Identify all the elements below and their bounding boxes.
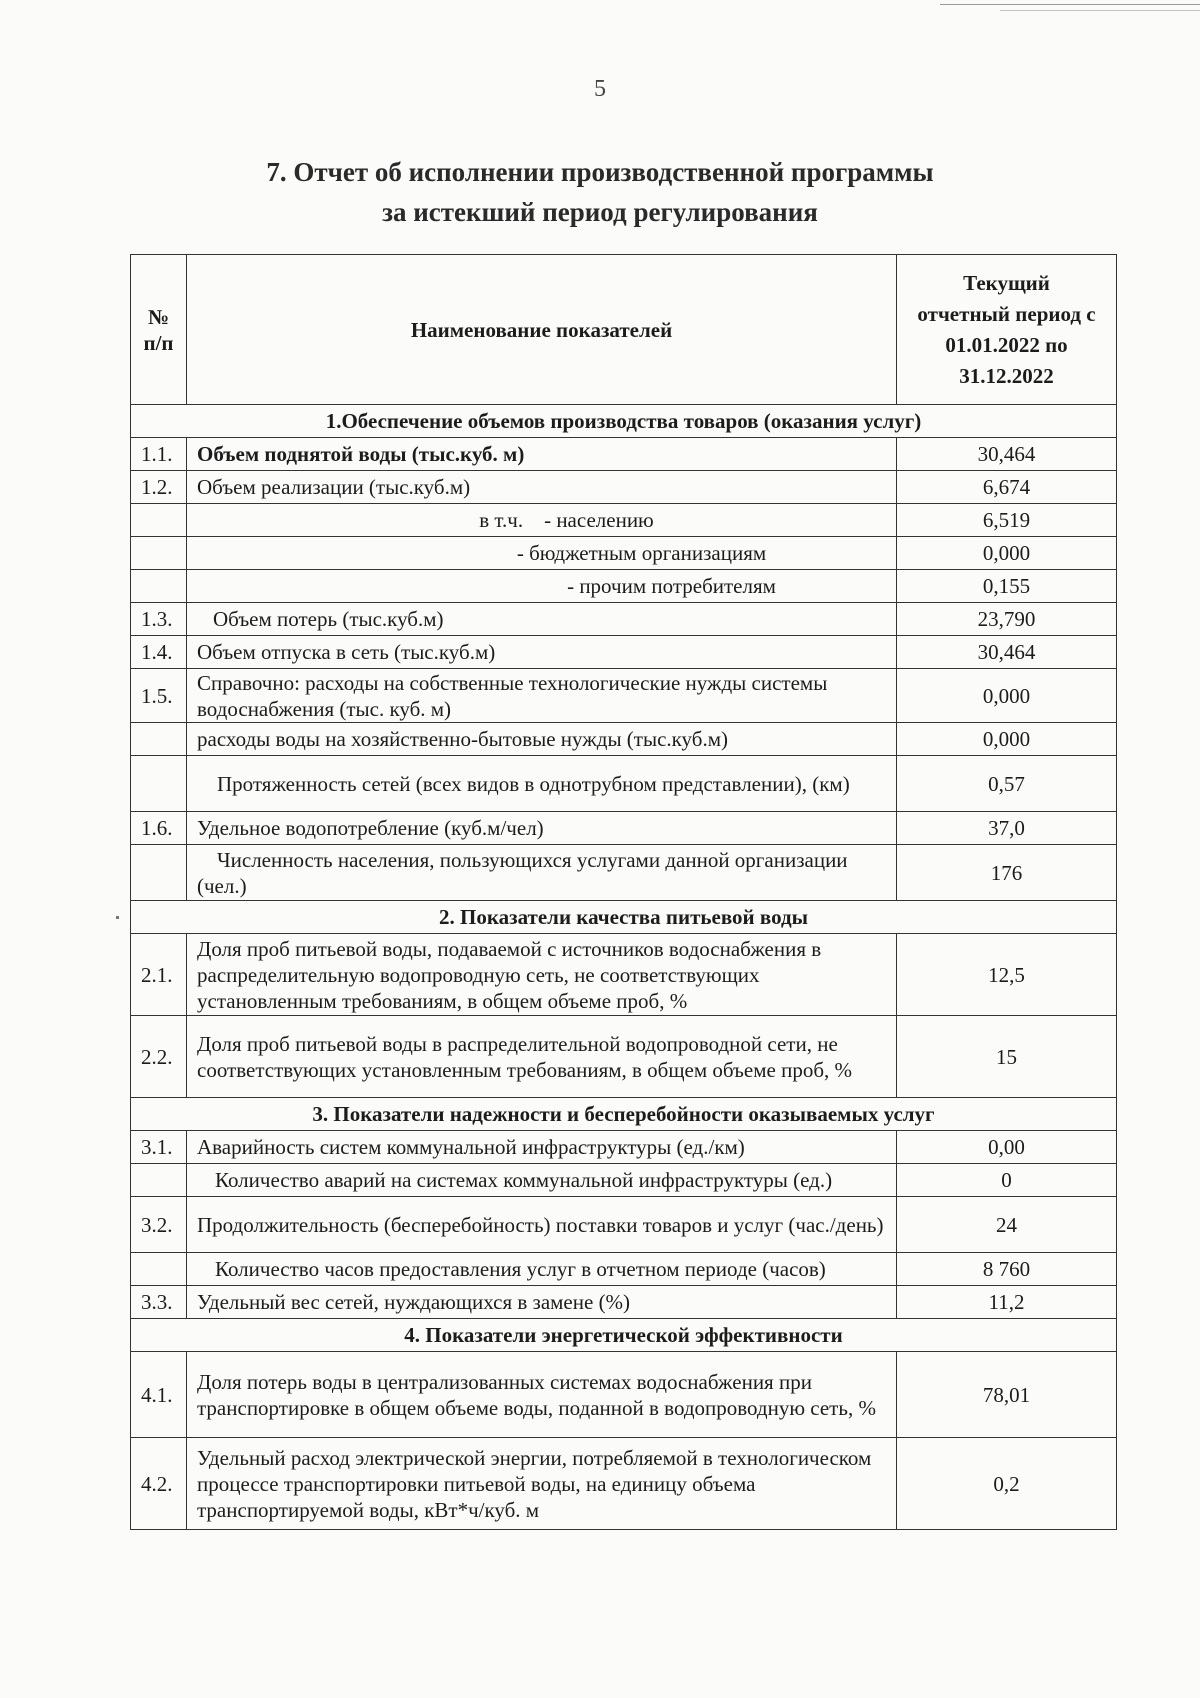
table-row <box>131 934 1117 1016</box>
row-number: 1.2. <box>131 471 187 504</box>
table-row <box>131 570 1117 603</box>
row-value: 8 760 <box>897 1253 1117 1286</box>
row-number <box>131 723 187 756</box>
row-name: - бюджетным организациям <box>187 537 897 570</box>
section-title: 3. Показатели надежности и бесперебойности оказываемых услуг <box>131 1098 1117 1131</box>
table-row <box>131 504 1117 537</box>
row-number: 1.6. <box>131 812 187 845</box>
row-value: 0,000 <box>897 669 1117 723</box>
row-name: Продолжительность (бесперебойность) поставки товаров и услуг (час./день) <box>187 1197 897 1253</box>
row-value: 0 <box>897 1164 1117 1197</box>
row-name: Аварийность систем коммунальной инфраструктуры (ед./км) <box>187 1131 897 1164</box>
header-period: Текущий отчетный период с 01.01.2022 по 31.12.2022 <box>897 255 1117 405</box>
row-value: 30,464 <box>897 636 1117 669</box>
table-row <box>131 603 1117 636</box>
row-value: 0,2 <box>897 1438 1117 1530</box>
header-name: Наименование показателей <box>187 255 897 405</box>
report-table <box>130 254 1117 1530</box>
row-value: 0,57 <box>897 756 1117 812</box>
document-title-line-2: за истекший период регулирования <box>382 197 818 227</box>
row-name: Объем поднятой воды (тыс.куб. м) <box>187 438 897 471</box>
table-row <box>131 636 1117 669</box>
page-number: 5 <box>594 76 606 102</box>
row-number: 2.2. <box>131 1016 187 1098</box>
table-row <box>131 723 1117 756</box>
table-row <box>131 1197 1117 1253</box>
row-number: 1.1. <box>131 438 187 471</box>
table-row <box>131 471 1117 504</box>
row-number <box>131 845 187 901</box>
row-value: 15 <box>897 1016 1117 1098</box>
row-name: Объем потерь (тыс.куб.м) <box>187 603 897 636</box>
row-value: 78,01 <box>897 1352 1117 1438</box>
row-number: 4.1. <box>131 1352 187 1438</box>
row-value: 12,5 <box>897 934 1117 1016</box>
section-row <box>131 1098 1117 1131</box>
row-name: Объем отпуска в сеть (тыс.куб.м) <box>187 636 897 669</box>
row-name: расходы воды на хозяйственно-бытовые нужды (тыс.куб.м) <box>187 723 897 756</box>
document-title-line-1: 7. Отчет об исполнении производственной программы <box>266 157 934 187</box>
row-value: 0,000 <box>897 723 1117 756</box>
section-title: 1.Обеспечение объемов производства товаров (оказания услуг) <box>131 405 1117 438</box>
row-name: Численность населения, пользующихся услугами данной организации (чел.) <box>187 845 897 901</box>
row-number <box>131 504 187 537</box>
table-header-row <box>131 255 1117 405</box>
row-name: Доля проб питьевой воды в распределительной водопроводной сети, не соответствующих установленным требованиям, в общем объеме проб, % <box>187 1016 897 1098</box>
row-name: Количество аварий на системах коммунальной инфраструктуры (ед.) <box>187 1164 897 1197</box>
row-name: Удельное водопотребление (куб.м/чел) <box>187 812 897 845</box>
row-value: 6,519 <box>897 504 1117 537</box>
row-number <box>131 1253 187 1286</box>
table-row <box>131 756 1117 812</box>
section-row <box>131 901 1117 934</box>
row-name: Доля проб питьевой воды, подаваемой с источников водоснабжения в распределительную водопроводную сеть, не соответствующих установленным требованиям, в общем объеме проб, % <box>187 934 897 1016</box>
row-value: 0,000 <box>897 537 1117 570</box>
row-value: 24 <box>897 1197 1117 1253</box>
table-row <box>131 1253 1117 1286</box>
section-row <box>131 405 1117 438</box>
row-value: 0,155 <box>897 570 1117 603</box>
row-name: - прочим потребителям <box>187 570 897 603</box>
row-number <box>131 1164 187 1197</box>
section-title: 4. Показатели энергетической эффективности <box>131 1319 1117 1352</box>
table-row <box>131 1286 1117 1319</box>
row-name: Удельный вес сетей, нуждающихся в замене (%) <box>187 1286 897 1319</box>
row-name: Удельный расход электрической энергии, потребляемой в технологическом процессе транспортировки питьевой воды, на единицу объема транспортируемой воды, кВт*ч/куб. м <box>187 1438 897 1530</box>
table-row <box>131 1438 1117 1530</box>
row-value: 23,790 <box>897 603 1117 636</box>
row-number: 3.3. <box>131 1286 187 1319</box>
row-name: Справочно: расходы на собственные технологические нужды системы водоснабжения (тыс. куб. м) <box>187 669 897 723</box>
row-number <box>131 570 187 603</box>
table-row <box>131 1131 1117 1164</box>
row-name: Объем реализации (тыс.куб.м) <box>187 471 897 504</box>
row-number: 1.4. <box>131 636 187 669</box>
table-row <box>131 1164 1117 1197</box>
row-value: 176 <box>897 845 1117 901</box>
row-number: 3.2. <box>131 1197 187 1253</box>
row-number <box>131 756 187 812</box>
row-value: 0,00 <box>897 1131 1117 1164</box>
table-row <box>131 669 1117 723</box>
row-value: 37,0 <box>897 812 1117 845</box>
table-row <box>131 812 1117 845</box>
row-number <box>131 537 187 570</box>
row-value: 30,464 <box>897 438 1117 471</box>
table-row <box>131 1352 1117 1438</box>
row-name: в т.ч. - населению <box>187 504 897 537</box>
row-number: 1.3. <box>131 603 187 636</box>
row-name: Количество часов предоставления услуг в отчетном периоде (часов) <box>187 1253 897 1286</box>
table-row <box>131 1016 1117 1098</box>
header-number: № п/п <box>131 255 187 405</box>
row-number: 4.2. <box>131 1438 187 1530</box>
scan-speck <box>116 916 119 919</box>
row-number: 2.1. <box>131 934 187 1016</box>
row-number: 1.5. <box>131 669 187 723</box>
row-name: Доля потерь воды в централизованных системах водоснабжения при транспортировке в общем объеме воды, поданной в водопроводную сеть, % <box>187 1352 897 1438</box>
row-number: 3.1. <box>131 1131 187 1164</box>
scan-edge-line <box>1000 10 1200 11</box>
table-row <box>131 438 1117 471</box>
section-row <box>131 1319 1117 1352</box>
row-value: 6,674 <box>897 471 1117 504</box>
table-row <box>131 537 1117 570</box>
row-name: Протяженность сетей (всех видов в однотрубном представлении), (км) <box>187 756 897 812</box>
row-value: 11,2 <box>897 1286 1117 1319</box>
table-row <box>131 845 1117 901</box>
document-title <box>0 152 1200 232</box>
section-title: 2. Показатели качества питьевой воды <box>131 901 1117 934</box>
scan-edge-line <box>940 4 1200 5</box>
